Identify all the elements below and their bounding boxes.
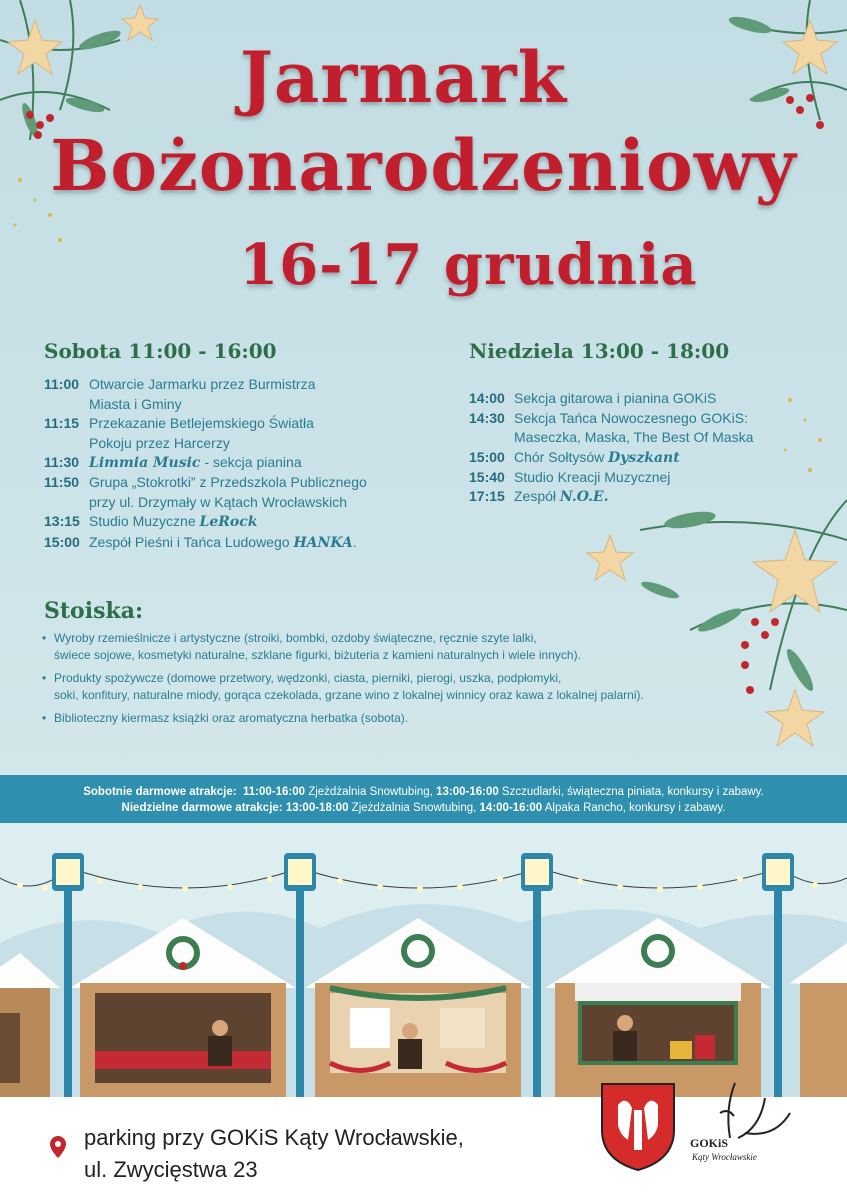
stands-heading: Stoiska:: [44, 598, 144, 624]
schedule-item: 11:30 Limmia Music - sekcja pianina: [44, 454, 302, 472]
coat-of-arms-icon: [598, 1080, 678, 1172]
saturday-schedule: [44, 339, 424, 553]
schedule-item: 14:30 Sekcja Tańca Nowoczesnego GOKiS: Maseczka, Maska, The Best Of Maska: [469, 409, 754, 446]
gokis-logo: [690, 1078, 800, 1178]
event-date: 16-17 grudnia: [239, 232, 698, 298]
list-item: • Produkty spożywcze (domowe przetwory, wędzonki, ciasta, pierniki, pierogi, uszka, podpłomyki, soki, konfitury, naturalne miody, gorąca czekolada, grzane wino z lokalnej winnicy oraz kawa z lokalnej palarni).: [44, 670, 744, 704]
schedule-item: 15:40 Studio Kreacji Muzycznej: [469, 469, 671, 486]
sunday-heading: Niedziela 13:00 - 18:00: [469, 339, 730, 363]
address: parking przy GOKiS Kąty Wrocławskie, ul. Zwycięstwa 23: [84, 1125, 464, 1182]
title-line-1: Jarmark: [239, 36, 568, 119]
gokis-name: GOKiS: [690, 1136, 729, 1150]
schedule-item: 15:00 Chór Sołtysów Dyszkant: [469, 448, 680, 466]
saturday-attractions: Sobotnie darmowe atrakcje: 11:00-16:00 Zjeżdżalnia Snowtubing, 13:00-16:00 Szczudlarki, świąteczna piniata, konkursy i zabawy.: [83, 786, 764, 798]
sunday-attractions: Niedzielne darmowe atrakcje: 13:00-18:00 Zjeżdżalnia Snowtubing, 14:00-16:00 Alpaka Rancho, konkursy i zabawy.: [121, 802, 726, 814]
location-pin-icon: [50, 1136, 66, 1158]
schedule-item: 11:50 Grupa „Stokrotki” z Przedszkola Publicznego przy ul. Drzymały w Kątach Wrocławskich: [44, 474, 367, 510]
schedule-item: 11:15 Przekazanie Betlejemskiego Światła Pokoju przez Harcerzy: [44, 415, 314, 451]
stands-section: [44, 598, 744, 733]
schedule-item: 17:15 Zespół N.O.E.: [469, 488, 609, 506]
list-item: • Biblioteczny kiermasz książki oraz aromatyczna herbatka (sobota).: [44, 710, 744, 727]
schedule-item: 11:00 Otwarcie Jarmarku przez Burmistrza Miasta i Gminy: [44, 376, 316, 412]
schedule-item: 13:15 Studio Muzyczne LeRock: [44, 513, 258, 531]
sunday-schedule: [469, 339, 789, 508]
stands-list: [44, 630, 744, 727]
schedule-item: 15:00 Zespół Pieśni i Tańca Ludowego HANKA.: [44, 533, 357, 551]
list-item: • Wyroby rzemieślnicze i artystyczne (stroiki, bombki, ozdoby świąteczne, ręcznie szyte lalki, świece sojowe, kosmetyki naturalne, szklane figurki, biżuteria z kamieni naturalnych i wiele innych).: [44, 630, 744, 664]
gokis-subtitle: Kąty Wrocławskie: [692, 1152, 757, 1162]
title-line-2: Bożonarodzeniowy: [50, 124, 797, 207]
schedule-item: 14:00 Sekcja gitarowa i pianina GOKiS: [469, 390, 717, 407]
saturday-heading: Sobota 11:00 - 16:00: [44, 339, 277, 363]
free-attractions-banner: [0, 775, 847, 823]
